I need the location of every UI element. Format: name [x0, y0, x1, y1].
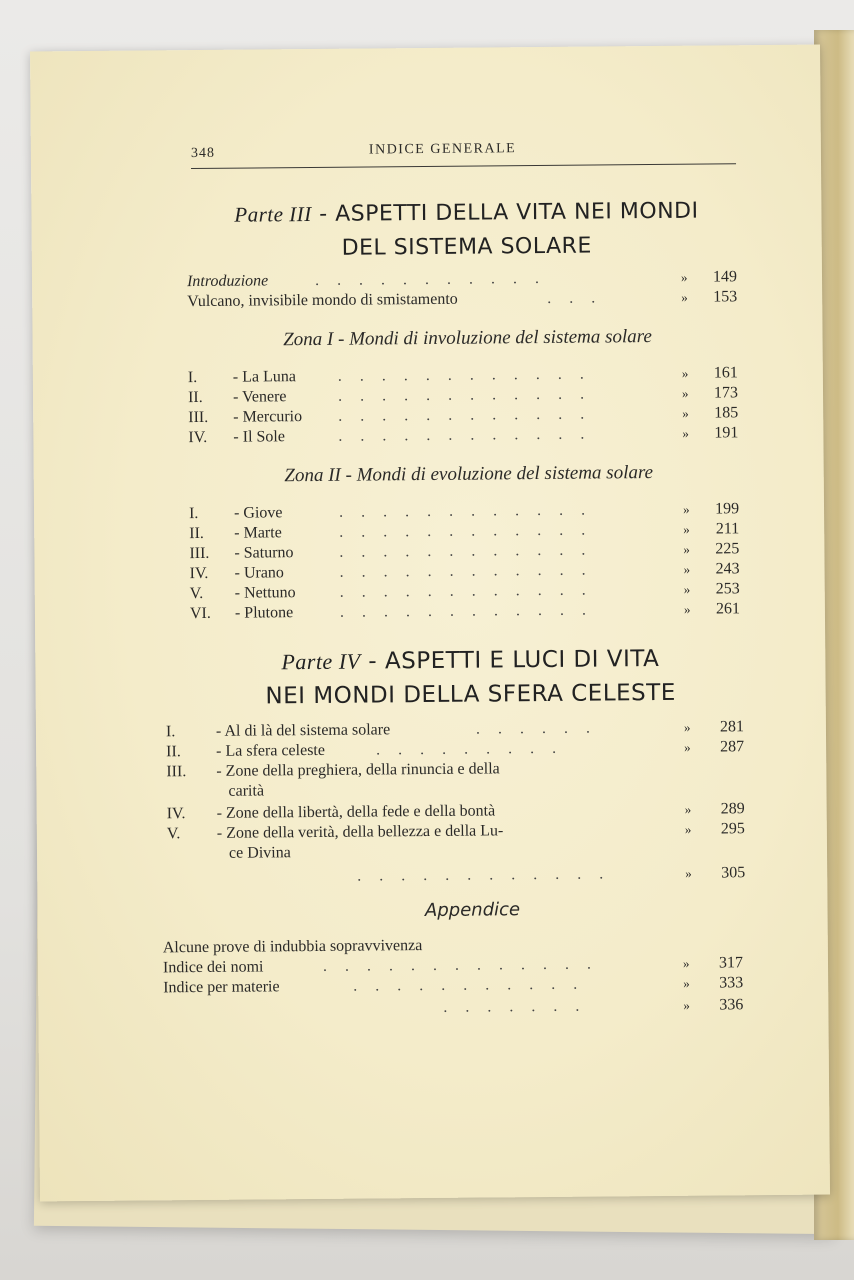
entry-number: I.	[165, 723, 176, 741]
entry-number: V.	[166, 825, 181, 843]
ditto-mark: »	[682, 425, 689, 441]
leader-dots: . . . . . . . . . . . .	[338, 501, 593, 521]
entry-page: 253	[715, 580, 740, 598]
part4-heading	[185, 641, 756, 714]
page-number: 348	[190, 145, 215, 162]
ditto-mark: »	[683, 601, 691, 617]
part4-title-line1: - ASPETTI E LUCI DI VITA	[368, 645, 660, 675]
zone2-title: Zona II - Mondi di evoluzione del sistema solare	[284, 462, 654, 487]
toc-entry	[163, 973, 758, 998]
toc-entry	[187, 287, 747, 312]
leader-dots: . . . . . . .	[443, 997, 587, 1016]
entry-title: - Urano	[234, 564, 284, 582]
ditto-mark: »	[680, 269, 688, 285]
entry-number: II.	[166, 743, 181, 761]
book-page	[30, 45, 830, 1202]
entry-number: IV.	[166, 805, 186, 823]
leader-dots: . . . . . . . . . . .	[314, 269, 547, 289]
leader-dots: . . . . . . . . . . . .	[337, 385, 592, 405]
entry-title: - Zone della libertà, della fede e della bontà	[216, 802, 496, 822]
part3-title-line2: DEL SISTEMA SOLARE	[341, 233, 592, 261]
leader-dots: . . . . . . . . . . . .	[339, 541, 593, 561]
entry-page: 336	[719, 996, 744, 1014]
entry-page: 211	[715, 520, 740, 538]
part4-label: Parte IV	[281, 648, 361, 675]
entry-page: 281	[719, 718, 745, 736]
entry-title: - Giove	[233, 504, 283, 522]
leader-dots: . . . . . . . . . . . . .	[322, 955, 599, 975]
ditto-mark: »	[683, 521, 690, 537]
ditto-mark: »	[682, 501, 690, 517]
entry-page: 243	[715, 560, 740, 578]
entry-title: - Saturno	[234, 544, 294, 562]
entry-page: 161	[713, 364, 738, 382]
entry-page: 305	[721, 864, 746, 882]
leader-dots: . . .	[547, 289, 603, 307]
entry-number: V.	[189, 584, 204, 603]
ditto-mark: »	[682, 955, 690, 971]
toc-entry	[167, 863, 757, 888]
entry-page: 191	[714, 424, 739, 442]
leader-dots: . . . . . . . . . . . .	[339, 521, 593, 541]
leader-dots: . . . . . . . . . . . .	[338, 425, 592, 445]
entry-page: 149	[712, 268, 738, 286]
ditto-mark: »	[682, 405, 689, 421]
toc-entry	[190, 599, 750, 624]
ditto-mark: »	[683, 719, 691, 735]
appendix-title: Appendice	[424, 899, 521, 922]
ditto-mark: »	[681, 385, 689, 401]
ditto-mark: »	[685, 865, 692, 881]
entry-page: 295	[720, 820, 745, 838]
entry-title: Alcune prove di indubbia sopravvivenza	[162, 937, 423, 957]
leader-dots: . . . . . .	[475, 719, 598, 738]
part3-heading	[181, 193, 752, 267]
entry-number: IV.	[189, 564, 209, 583]
entry-number: I.	[188, 504, 199, 523]
entry-number: VI.	[189, 604, 211, 623]
entry-page: 153	[713, 288, 738, 306]
entry-title: Vulcano, invisibile mondo di smistamento	[187, 290, 458, 311]
ditto-mark: »	[683, 997, 690, 1013]
entry-page: 185	[714, 404, 739, 422]
toc-entry	[167, 819, 757, 844]
entry-title: - Venere	[232, 388, 287, 406]
ditto-mark: »	[684, 739, 691, 755]
part4-line1	[185, 641, 755, 680]
ditto-mark: »	[683, 581, 691, 597]
entry-number: III.	[166, 763, 187, 781]
toc-entry	[166, 757, 756, 782]
part4-title-line2: NEI MONDI DELLA SFERA CELESTE	[265, 679, 676, 710]
ditto-mark: »	[684, 801, 692, 817]
entry-page: 199	[714, 500, 740, 518]
toc-entry	[163, 995, 758, 1020]
entry-title: - Mercurio	[233, 408, 303, 426]
ditto-mark: »	[681, 289, 688, 305]
leader-dots: . . . . . . . . . . . .	[339, 601, 593, 621]
entry-page: 289	[720, 800, 745, 818]
entry-continuation: ce Divina	[228, 844, 291, 862]
entry-number: II.	[187, 388, 203, 407]
ditto-mark: »	[683, 561, 691, 577]
entry-number: III.	[189, 544, 210, 563]
entry-title: - La sfera celeste	[216, 741, 326, 760]
entry-title: - Zone della preghiera, della rinuncia e della	[216, 760, 500, 780]
entry-title: - Il Sole	[233, 428, 286, 446]
leader-dots: . . . . . . . . . . . .	[337, 365, 591, 385]
ditto-mark: »	[683, 541, 690, 557]
entry-title: Indice per materie	[163, 978, 280, 997]
entry-number: III.	[188, 408, 209, 427]
entry-title: - Marte	[234, 524, 282, 542]
entry-number: I.	[187, 369, 198, 387]
running-header	[191, 135, 736, 169]
entry-page: 287	[720, 738, 745, 756]
zone1-title: Zona I - Mondi di involuzione del sistema solare	[283, 326, 652, 351]
leader-dots: . . . . . . . . . . . .	[338, 405, 592, 425]
part3-title-line1: - ASPETTI DELLA VITA NEI MONDI	[319, 198, 699, 227]
leader-dots: . . . . . . . . . . .	[353, 975, 585, 995]
entry-title: - La Luna	[232, 368, 297, 386]
running-title: INDICE GENERALE	[368, 141, 517, 158]
ditto-mark: »	[683, 975, 690, 991]
part3-line1	[181, 193, 751, 233]
leader-dots: . . . . . . . . . . . .	[339, 581, 593, 601]
entry-continuation: carità	[228, 782, 265, 800]
entry-title: - Plutone	[234, 604, 294, 622]
part3-label: Parte III	[234, 201, 312, 227]
entry-page: 261	[715, 600, 740, 618]
entry-page: 225	[715, 540, 740, 558]
entry-page: 173	[713, 384, 739, 402]
ditto-mark: »	[681, 365, 689, 381]
toc-entry	[188, 423, 748, 448]
entry-title: - Nettuno	[234, 584, 296, 602]
leader-dots: . . . . . . . . .	[376, 739, 564, 759]
entry-page: 333	[719, 974, 744, 992]
entry-title: Indice dei nomi	[162, 958, 264, 977]
entry-number: II.	[189, 524, 204, 543]
leader-dots: . . . . . . . . . . . .	[357, 865, 611, 885]
leader-dots: . . . . . . . . . . . .	[339, 561, 593, 581]
entry-title: Introduzione	[186, 272, 269, 291]
entry-number: IV.	[188, 428, 208, 447]
entry-page: 317	[718, 954, 744, 972]
entry-title: - Zone della verità, della bellezza e della Lu-	[216, 822, 504, 842]
ditto-mark: »	[684, 821, 692, 837]
entry-title: - Al di là del sistema solare	[215, 721, 391, 740]
